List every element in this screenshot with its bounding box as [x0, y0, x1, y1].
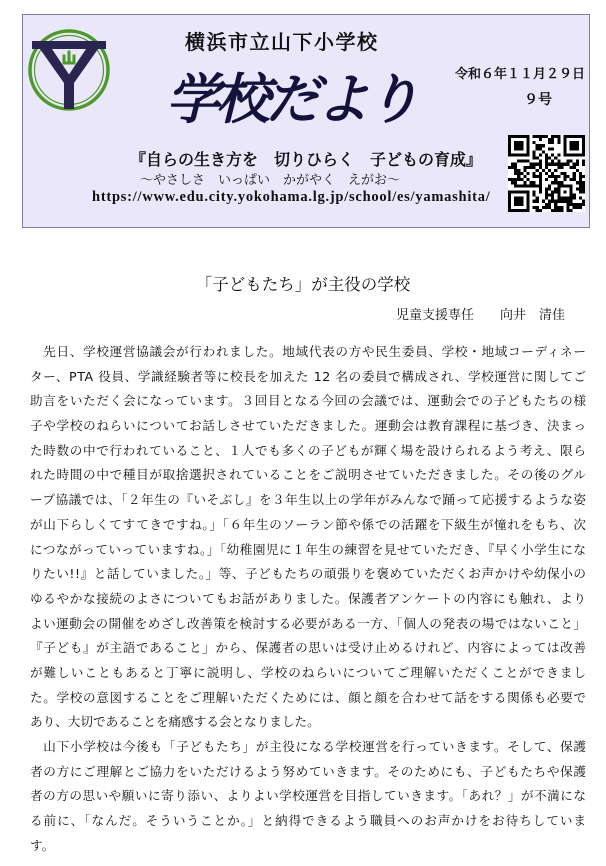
school-emblem-icon: [26, 23, 112, 113]
article-paragraph: [30, 340, 586, 735]
school-motto: 『自らの生き方を 切りひらく 子どもの育成』: [130, 150, 483, 169]
issue-date: 令和６年１１月２９日: [455, 67, 586, 82]
paragraph-line: よい運動会の開催をめざし改善策を検討する必要がある一方、「個人の発表の場ではないこと」: [30, 615, 587, 631]
article-body: [30, 340, 586, 858]
motto-subtitle: ～やさしさ いっぱい かがやく えがお～: [140, 173, 401, 188]
newsletter-title: 学校だより: [166, 68, 416, 131]
paragraph-line: 先日、学校運営協議会が行われました。地域代表の方や民生委員、学校・地域コーディネー: [30, 344, 587, 359]
school-name: 横浜市立山下小学校: [185, 30, 379, 54]
qr-code-icon: [508, 135, 585, 212]
paragraph-line: りたい!!』と話していました。」等、子どもたちの頑張りを褒めていただくお声かけや幼保小の: [30, 566, 587, 582]
paragraph-line: ター、PTA 役員、学識経験者等に校長を加えた 12 名の委員で構成され、学校運営に関してご: [30, 368, 587, 384]
paragraph-line: ープ協議では、「２年生の『いそぶし』を３年生以上の学年がみんなで踊って応援するような姿: [30, 492, 587, 508]
article-paragraph: [30, 735, 586, 858]
article-author: 児童支援専任 向井 清佳: [395, 308, 565, 323]
paragraph-line: 助言をいただく会になっています。３回目となる今回の会議では、運動会での子どもたちの様: [30, 393, 587, 409]
paragraph-line: 子や学校のねらいについてお話しさせていただきました。運動会は教育課程に基づき、決まっ: [30, 418, 587, 434]
paragraph-line: す。: [30, 837, 55, 853]
paragraph-line: る前に、「なんだ。そういうことか。」と納得できるよう職員へのお声かけをお待ちしていま: [30, 813, 587, 829]
paragraph-line: が難しいこともあると丁寧に説明し、学校のねらいについてご理解いただくことができまし: [30, 664, 587, 680]
paragraph-line: あり、大切であることを痛感する会となりました。: [30, 714, 320, 730]
issue-number: ９号: [524, 92, 552, 108]
paragraph-line: につながっていっていますね。」「幼稚園児に１年生の練習を見せていただき、『早く小学生にな: [30, 541, 587, 557]
paragraph-line: が山下らしくてすてきですね。」「６年生のソーラン節や係での活躍を下級生が憧れをもち、次: [30, 516, 587, 532]
paragraph-line: れた時間の中で種目が取捨選択されていることをご説明させていただきました。その後のグル: [30, 467, 587, 483]
newsletter-header: [22, 14, 590, 228]
paragraph-line: 者の方にご理解とご協力をいただけるよう努めていきます。そのためにも、子どもたちや保護: [30, 763, 587, 779]
paragraph-line: 山下小学校は今後も「子どもたち」が主役になる学校運営を行っていきます。そして、保護: [30, 739, 587, 754]
paragraph-line: た。学校の意図することをご理解いただくためには、顔と顔を合わせて話をする関係も必要で: [30, 689, 587, 705]
article-title: 「子どもたち」が主役の学校: [195, 275, 411, 294]
paragraph-line: ゆるやかな接続のよさについてもお話がありました。保護者アンケートの内容にも触れ、より: [30, 590, 587, 606]
school-url-link[interactable]: https://www.edu.city.yokohama.lg.jp/school/es/yamashita/: [92, 189, 491, 205]
paragraph-line: 者の方の思いや願いに寄り添い、よりよい学校運営を目指していきます。「あれ？」が不満にな: [30, 788, 587, 804]
paragraph-line: た時数の中で行われていること、１人でも多くの子どもが輝く場を設けられるよう考え、限ら: [30, 442, 587, 458]
paragraph-line: 『子ども』が主語であること」から、保護者の思いは受け止めるけれど、内容によっては改善: [30, 640, 587, 656]
